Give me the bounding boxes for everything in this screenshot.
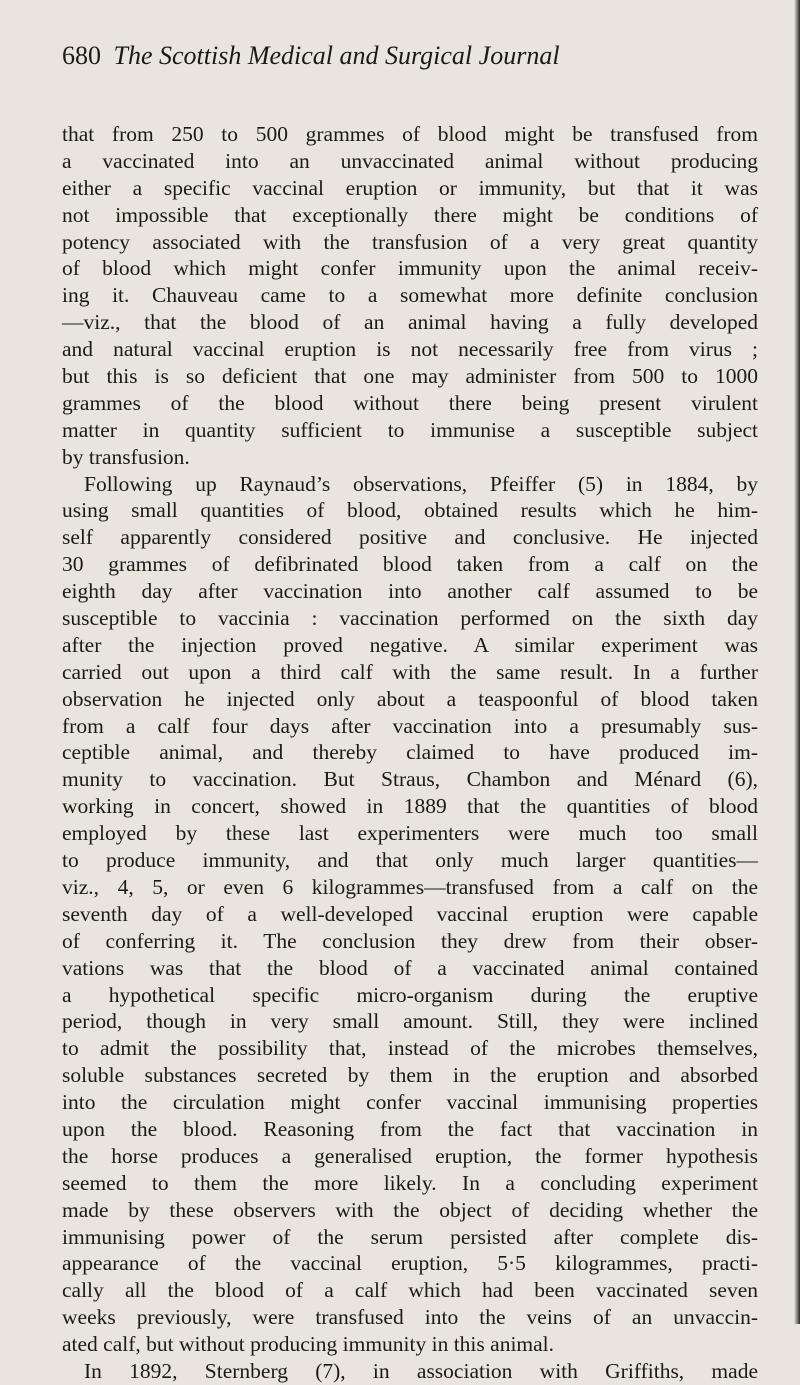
running-header [62, 40, 560, 72]
text-line: a vaccinated into an unvaccinated animal without producing [62, 148, 758, 173]
text-line: observation he injected only about a teaspoonful of blood taken [62, 686, 758, 711]
text-line: of conferring it. The conclusion they drew from their obser- [62, 928, 758, 953]
text-line: munity to vaccination. But Straus, Chambon and Ménard (6), [62, 767, 758, 792]
text-line: from a calf four days after vaccination into a presumably sus- [62, 713, 758, 738]
text-line: appearance of the vaccinal eruption, 5·5 kilogrammes, practi- [62, 1251, 758, 1276]
text-line: upon the blood. Reasoning from the fact that vaccination in [62, 1116, 758, 1141]
text-line: ceptible animal, and thereby claimed to have produced im- [62, 740, 758, 765]
text-line: seemed to them the more likely. In a concluding experiment [62, 1170, 758, 1195]
text-line: and natural vaccinal eruption is not necessarily free from virus ; [62, 337, 758, 362]
text-line: a hypothetical specific micro-organism during the eruptive [62, 982, 758, 1007]
text-line: working in concert, showed in 1889 that the quantities of blood [62, 794, 758, 819]
text-line: eighth day after vaccination into another calf assumed to be [62, 579, 758, 604]
text-line: by transfusion. [62, 444, 190, 469]
text-line: —viz., that the blood of an animal having a fully developed [62, 310, 758, 335]
text-line: carried out upon a third calf with the same result. In a further [62, 659, 758, 684]
text-line: seventh day of a well-developed vaccinal eruption were capable [62, 901, 758, 926]
text-line: but this is so deficient that one may administer from 500 to 1000 [62, 364, 758, 389]
body-text [62, 121, 758, 1385]
text-line: using small quantities of blood, obtained results which he him- [62, 498, 758, 523]
text-line: potency associated with the transfusion of a very great quantity [62, 229, 758, 254]
text-line: into the circulation might confer vaccinal immunising properties [62, 1090, 758, 1115]
text-line: Following up Raynaud’s observations, Pfeiffer (5) in 1884, by [84, 471, 758, 496]
text-line: 30 grammes of defibrinated blood taken from a calf on the [62, 552, 758, 577]
text-line: to admit the possibility that, instead of the microbes themselves, [62, 1036, 758, 1061]
journal-title: The Scottish Medical and Surgical Journal [113, 41, 560, 70]
text-line: employed by these last experimenters were much too small [62, 821, 758, 846]
text-line: the horse produces a generalised eruption, the former hypothesis [62, 1143, 758, 1168]
text-line: self apparently considered positive and conclusive. He injected [62, 525, 758, 550]
text-line: soluble substances secreted by them in the eruption and absorbed [62, 1063, 758, 1088]
text-line: ing it. Chauveau came to a somewhat more definite conclusion [62, 283, 758, 308]
text-line: to produce immunity, and that only much larger quantities— [62, 848, 758, 873]
text-line: matter in quantity sufficient to immunise a susceptible subject [62, 417, 758, 442]
text-line: either a specific vaccinal eruption or immunity, but that it was [62, 175, 758, 200]
text-line: immunising power of the serum persisted after complete dis- [62, 1224, 758, 1249]
text-line: In 1892, Sternberg (7), in association with Griffiths, made [84, 1358, 758, 1383]
text-line: ated calf, but without producing immunity in this animal. [62, 1332, 555, 1357]
text-line: after the injection proved negative. A similar experiment was [62, 632, 758, 657]
text-line: that from 250 to 500 grammes of blood might be transfused from [62, 122, 758, 146]
text-line: grammes of the blood without there being present virulent [62, 390, 758, 415]
text-line: weeks previously, were transfused into the veins of an unvaccin- [62, 1305, 758, 1330]
text-line: viz., 4, 5, or even 6 kilogrammes—transfused from a calf on the [62, 874, 758, 899]
page-edge-shadow [794, 0, 800, 1324]
text-line: period, though in very small amount. Still, they were inclined [62, 1009, 758, 1034]
text-line: not impossible that exceptionally there might be conditions of [62, 202, 758, 227]
text-line: vations was that the blood of a vaccinated animal contained [62, 955, 758, 980]
text-line: cally all the blood of a calf which had been vaccinated seven [62, 1278, 758, 1303]
page-number: 680 [62, 41, 101, 70]
text-line: of blood which might confer immunity upon the animal receiv- [62, 256, 758, 281]
text-line: susceptible to vaccinia : vaccination performed on the sixth day [62, 606, 758, 631]
text-line: made by these observers with the object of deciding whether the [62, 1197, 758, 1222]
